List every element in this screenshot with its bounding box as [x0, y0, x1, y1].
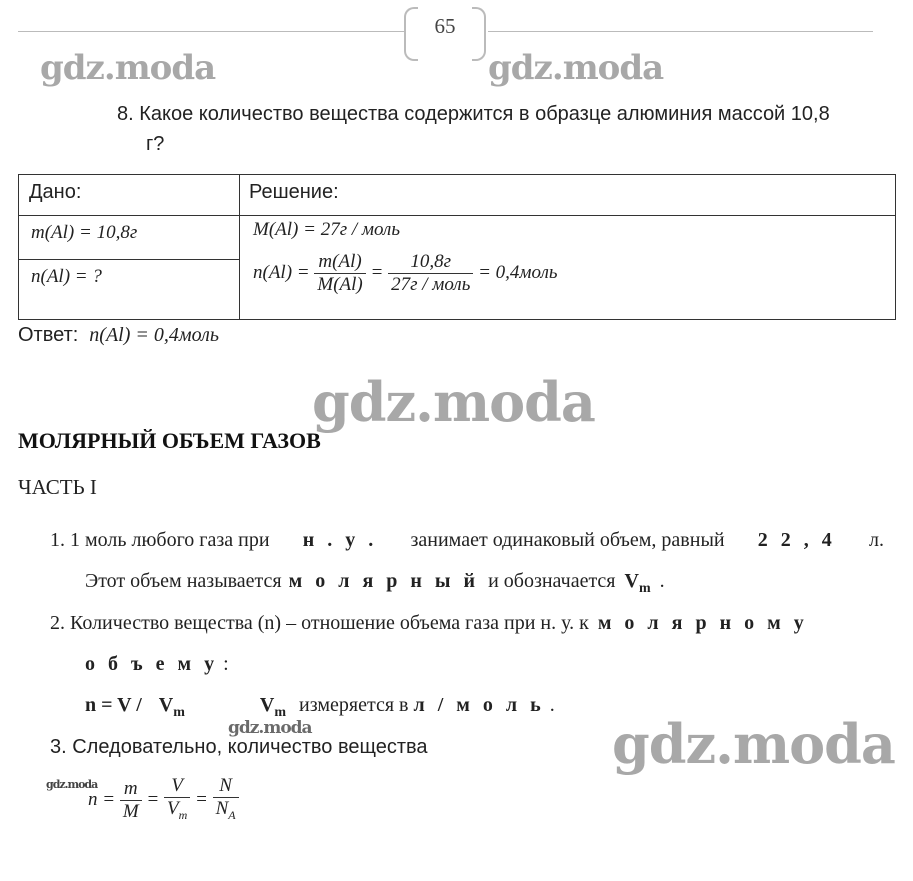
- f-frac1-num: m: [120, 778, 142, 801]
- f-frac3-den: [213, 798, 239, 826]
- i2-measured: измеряется в: [299, 694, 409, 716]
- i1-v-sub: m: [638, 581, 651, 596]
- given-mass: m(Al) = 10,8г: [31, 222, 138, 243]
- i2-colon: :: [223, 653, 229, 675]
- i1-e: л.: [869, 529, 884, 551]
- f-lhs: n =: [88, 788, 116, 810]
- f-frac3-num: N: [213, 775, 239, 798]
- i1-f: Этот объем называется: [85, 570, 282, 592]
- i2-formula-v: V: [158, 694, 174, 716]
- table-column-divider: [239, 175, 240, 319]
- watermark-top-center: gdz.moda: [488, 48, 664, 88]
- i2-formula-v-sub: m: [173, 705, 185, 720]
- problem-line-2: г?: [146, 133, 165, 155]
- sol-frac1-num: m(Al): [314, 251, 365, 274]
- answer-label: Ответ:: [18, 324, 79, 346]
- section-title: МОЛЯРНЫЙ ОБЪЕМ ГАЗОВ: [18, 428, 321, 453]
- f-frac3-den-sub: A: [228, 807, 236, 822]
- i1-h: и обозначается: [488, 570, 616, 592]
- f-frac2-num: V: [164, 775, 190, 798]
- i1-a: 1. 1 моль любого газа при: [50, 529, 270, 551]
- i2-a: 2. Количество вещества (n) – отношение объема газа при н. у. к: [50, 612, 589, 634]
- sol-fraction-1: [314, 251, 365, 296]
- sol-lhs: n(Al) =: [253, 261, 310, 283]
- i2-vm: V: [259, 694, 275, 716]
- sol-frac1-den: M(Al): [317, 274, 363, 295]
- f-eq2: =: [195, 788, 208, 810]
- answer-value: n(Al) = 0,4моль: [89, 324, 219, 346]
- f-frac3-den-main: N: [215, 798, 229, 819]
- i2-volume-word: о б ъ е м у: [85, 653, 219, 675]
- f-eq1: =: [146, 788, 160, 810]
- f-frac2-den-sub: m: [178, 807, 188, 822]
- i1-volume: 2 2 , 4: [757, 529, 836, 551]
- i1-nu: н . у .: [302, 529, 378, 551]
- item-1-line-1: [50, 529, 884, 552]
- table-header-divider: [19, 215, 895, 216]
- sol-result: = 0,4моль: [478, 261, 558, 283]
- solution-calculation: [253, 251, 558, 296]
- i2-formula-a: n = V /: [85, 694, 142, 716]
- i2-molar: м о л я р н о м у: [597, 612, 808, 634]
- i1-k: .: [659, 570, 665, 592]
- page-number-bracket-right: [472, 7, 486, 61]
- item-2-line-3: [85, 694, 555, 721]
- f-frac-1: [120, 778, 142, 823]
- table-given-divider: [19, 259, 239, 260]
- given-amount: n(Al) = ?: [31, 266, 102, 287]
- page-number-bracket-left: [404, 7, 418, 61]
- watermark-small: gdz.moda: [228, 718, 312, 738]
- watermark-tiny: gdz.moda: [46, 778, 98, 791]
- f-frac2-den: [164, 798, 190, 826]
- i1-molar: м о л я р н ы й: [288, 570, 480, 592]
- i2-vm-sub: m: [274, 705, 287, 720]
- sol-frac2-num: 10,8г: [388, 251, 473, 274]
- sol-frac2-den: 27г / моль: [391, 274, 471, 295]
- item-1-line-2: [85, 570, 665, 597]
- i1-v: V: [624, 570, 639, 592]
- solution-header: Решение:: [249, 181, 339, 203]
- solution-molar-mass: M(Al) = 27г / моль: [253, 219, 400, 240]
- page-number: 65: [434, 14, 456, 38]
- item-2-line-2: [85, 653, 229, 676]
- sol-fraction-2: [388, 251, 473, 296]
- watermark-top-left: gdz.moda: [40, 48, 216, 88]
- header-rule-right: [488, 31, 873, 32]
- f-frac1-den: M: [122, 800, 139, 822]
- i2-period: .: [549, 694, 555, 716]
- f-frac-3: [213, 775, 239, 826]
- watermark-middle: gdz.moda: [312, 370, 595, 434]
- given-header: Дано:: [29, 181, 82, 203]
- item-2-line-1: [50, 612, 808, 635]
- solution-table: [18, 174, 896, 320]
- watermark-lower-right: gdz.moda: [612, 712, 895, 776]
- part-label: ЧАСТЬ I: [18, 475, 97, 499]
- f-frac2-den-main: V: [166, 798, 179, 819]
- problem-line-1: 8. Какое количество вещества содержится в образце алюминия массой 10,8: [117, 103, 830, 125]
- i1-c: занимает одинаковый объем, равный: [410, 529, 725, 551]
- sol-equals: =: [370, 261, 384, 283]
- answer-line: [18, 324, 219, 347]
- f-frac-2: [164, 775, 190, 826]
- i2-unit: л / м о л ь: [413, 694, 545, 716]
- header-rule-left: [18, 31, 406, 32]
- final-formula: [88, 775, 239, 826]
- item-3-line-1: 3. Следовательно, количество вещества: [50, 736, 428, 758]
